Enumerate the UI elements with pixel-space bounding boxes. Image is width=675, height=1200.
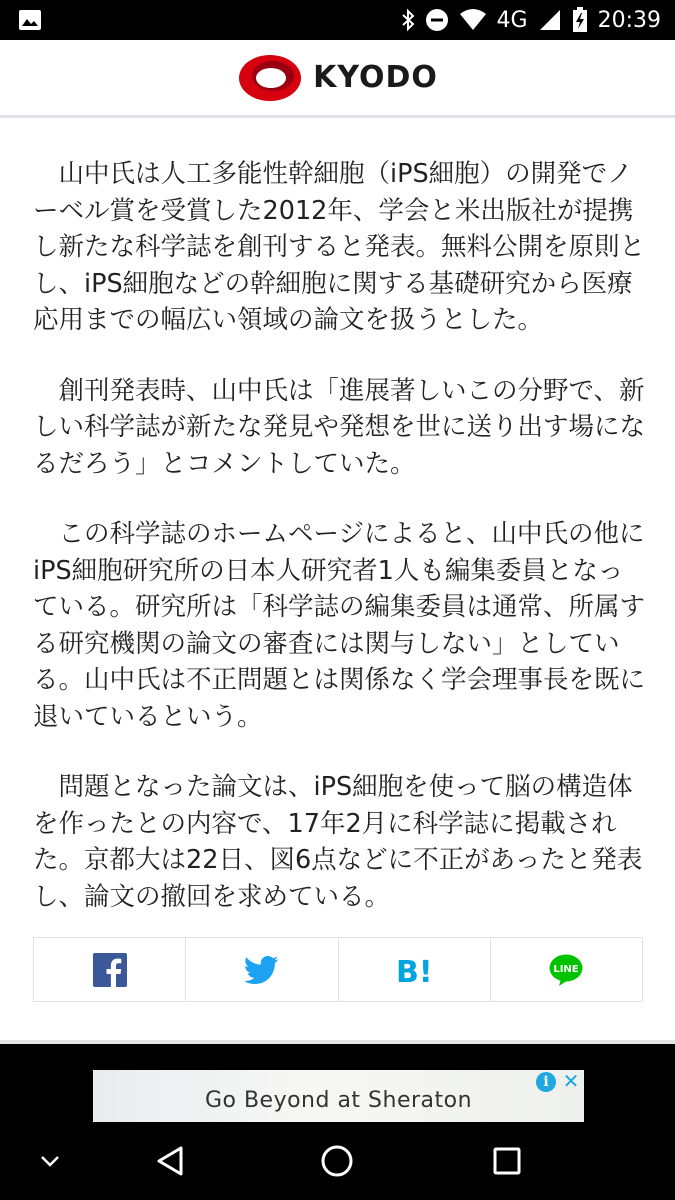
nav-hide-button[interactable]	[20, 1122, 80, 1200]
nav-back-button[interactable]	[135, 1122, 205, 1200]
share-bar	[33, 937, 643, 1002]
line-icon	[549, 954, 583, 986]
article-body	[33, 156, 645, 949]
site-header	[0, 40, 675, 118]
recents-icon	[492, 1146, 522, 1176]
facebook-icon	[93, 953, 127, 987]
wifi-icon	[459, 8, 487, 32]
twitter-icon	[245, 956, 279, 984]
network-type: 4G	[496, 7, 528, 33]
bluetooth-icon	[401, 8, 415, 32]
ad-close-icon[interactable]: ✕	[562, 1070, 580, 1093]
hatena-bookmark-icon	[395, 954, 433, 986]
battery-charging-icon	[572, 7, 588, 33]
status-bar	[0, 0, 675, 40]
ad-info-icon[interactable]: i	[536, 1072, 556, 1092]
share-hatena-button[interactable]	[339, 938, 491, 1001]
article-paragraph: 創刊発表時、山中氏は「進展著しいこの分野で、新しい科学誌が新たな発見や発想を世に送り出す場になるだろう」とコメントしていた。	[33, 375, 646, 479]
share-line-button[interactable]	[491, 938, 642, 1001]
share-facebook-button[interactable]	[34, 938, 186, 1001]
nav-recents-button[interactable]	[472, 1122, 542, 1200]
share-twitter-button[interactable]	[186, 938, 338, 1001]
do-not-disturb-icon	[425, 8, 449, 32]
logo-text: KYODO	[313, 60, 438, 95]
article-paragraph: 山中氏は人工多能性幹細胞（iPS細胞）の開発でノーベル賞を受賞した2012年、学会と米出版社が提携し新たな科学誌を創刊すると発表。無料公開を原則とし、iPS細胞などの幹細胞に関する基礎研究から医療応用までの幅広い領域の論文を扱うとした。	[33, 159, 646, 335]
ad-banner[interactable]	[93, 1070, 584, 1122]
home-icon	[320, 1144, 354, 1178]
navigation-bar	[0, 1122, 675, 1200]
article-paragraph: この科学誌のホームページによると、山中氏の他にiPS細胞研究所の日本人研究者1人も編集委員となっている。研究所は「科学誌の編集委員は通常、所属する研究機関の論文の審査には関与しない」としている。山中氏は不正問題とは関係なく学会理事長を既に退いているという。	[33, 519, 646, 732]
line-label: LINE	[553, 963, 580, 975]
ad-text: Go Beyond at Sheraton	[204, 1088, 473, 1113]
back-icon	[155, 1145, 185, 1177]
kyodo-logo-mark-icon	[237, 53, 303, 103]
kyodo-logo[interactable]	[237, 53, 438, 103]
cell-signal-icon	[538, 8, 562, 32]
article-paragraph: 問題となった論文は、iPS細胞を使って脳の構造体を作ったとの内容で、17年2月に科学誌に掲載された。京都大は22日、図6点などに不正があったと発表し、論文の撤回を求めている。	[33, 772, 643, 912]
hatena-label: B!	[396, 954, 433, 986]
nav-home-button[interactable]	[302, 1122, 372, 1200]
clock: 20:39	[597, 7, 661, 33]
chevron-down-icon	[39, 1154, 61, 1168]
gallery-icon	[18, 9, 42, 31]
